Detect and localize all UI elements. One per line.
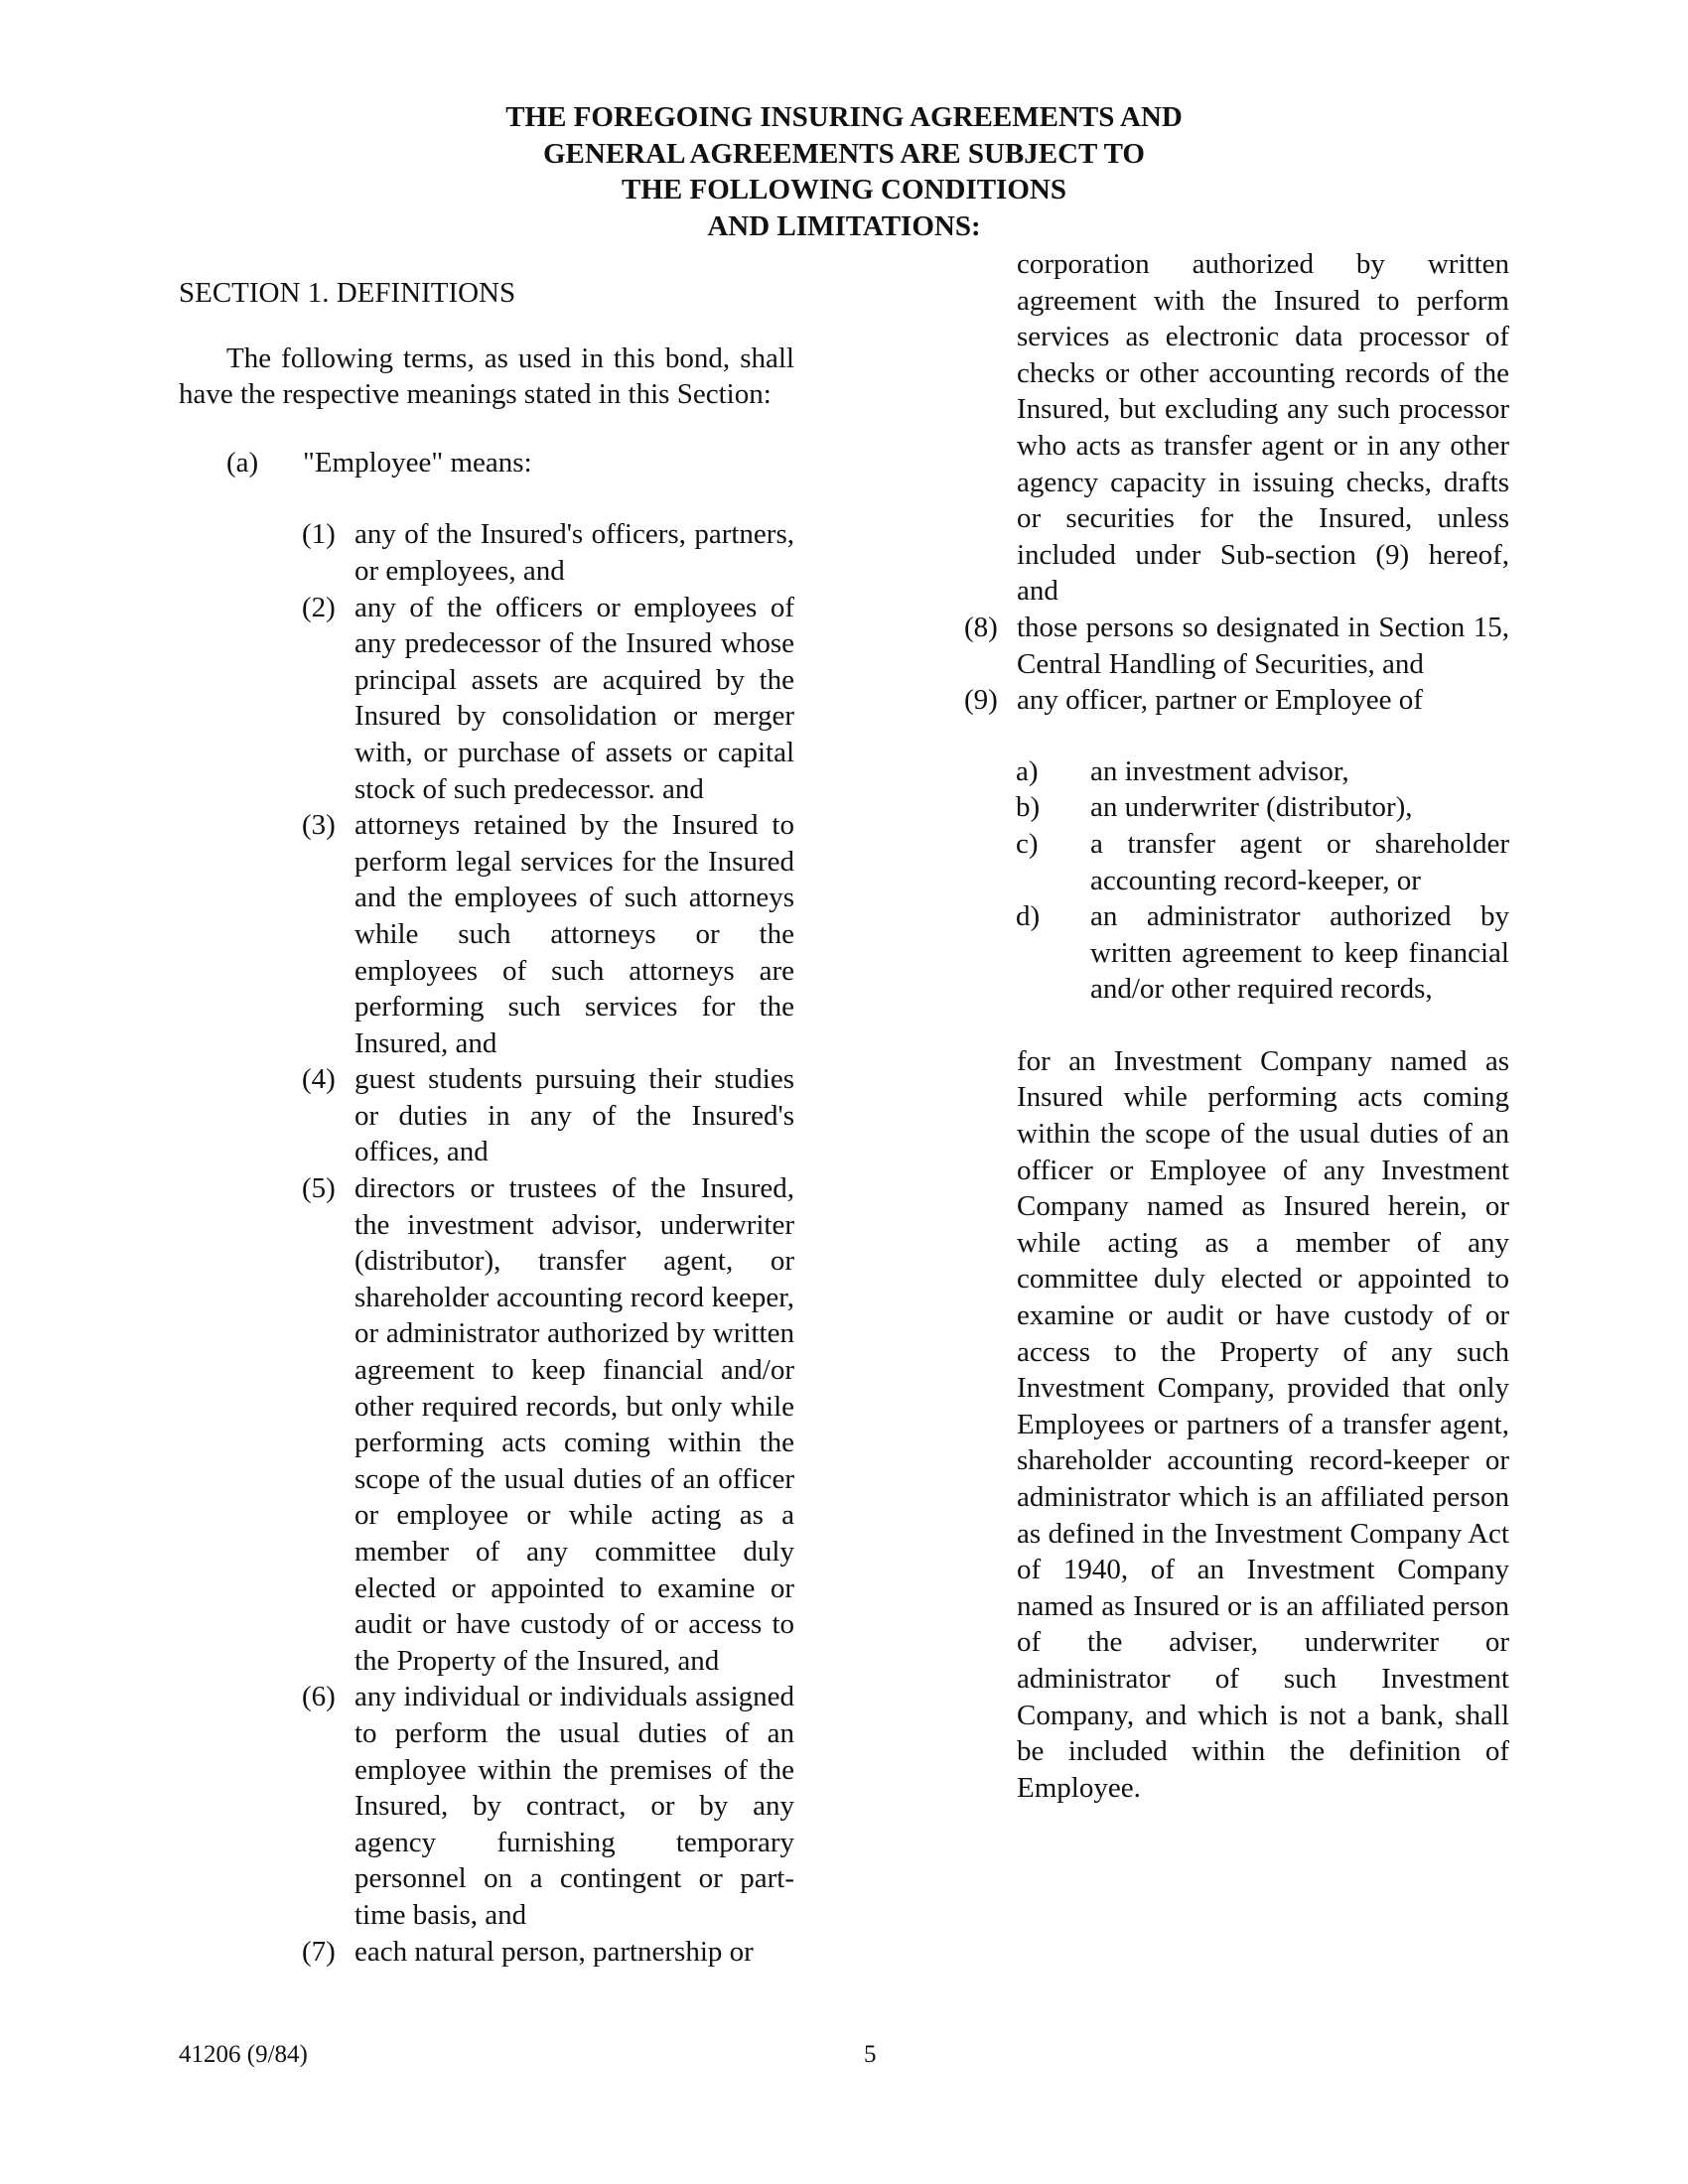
sub-list-item <box>1016 898 1509 1008</box>
item-number: (3) <box>302 809 336 842</box>
sub-item-letter: a) <box>1016 754 1039 787</box>
left-column <box>179 275 794 1970</box>
item-text: each natural person, partnership or <box>354 1935 754 1968</box>
page-heading <box>348 99 1340 244</box>
item-number: (8) <box>964 611 998 643</box>
list-item <box>302 1934 794 1971</box>
sub-list-item <box>1016 753 1509 790</box>
sub-item-list <box>1016 753 1509 1008</box>
heading-line: AND LIMITATIONS: <box>707 209 981 242</box>
sub-item-text: an investment advisor, <box>1090 754 1349 787</box>
intro-paragraph: The following terms, as used in this bond, shall have the respective meanings stated in this Section: <box>179 341 794 411</box>
sub-list-item <box>1016 826 1509 898</box>
item-a-label: "Employee" means: <box>303 446 532 478</box>
item-text: any individual or individuals assigned to perform the usual duties of an employee within the premises of the Insured, by contract, or by any agency furnishing temporary personnel on a contingent or part-time basis, and <box>354 1681 794 1931</box>
item-text: any of the Insured's officers, partners, or employees, and <box>354 518 794 587</box>
item-text: any officer, partner or Employee of <box>1017 684 1423 717</box>
list-item <box>302 1679 794 1933</box>
item-number: (4) <box>302 1063 336 1096</box>
sub-item-text: an administrator authorized by written agreement to keep financial and/or other required records, <box>1090 900 1509 1006</box>
item-text: those persons so designated in Section 15, Central Handling of Securities, and <box>1017 611 1509 680</box>
list-item <box>302 1061 794 1170</box>
sub-item-text: an underwriter (distributor), <box>1090 791 1413 824</box>
right-column <box>964 246 1509 1806</box>
heading-line: THE FOLLOWING CONDITIONS <box>622 174 1066 205</box>
item-number: (7) <box>302 1935 336 1968</box>
item-number: (9) <box>964 684 998 717</box>
page-number: 5 <box>864 2041 877 2068</box>
item-7-continuation: corporation authorized by written agreement with the Insured to perform services as electronic data processor of checks or other accounting records of the Insured, but excluding any such processor who acts as transfer agent or in any other agency capacity in issuing checks, drafts or securities for the Insured, unless included under Sub-section (9) hereof, and <box>1017 248 1509 608</box>
item-text: any of the officers or employees of any predecessor of the Insured whose principal assets are acquired by the Insured by consolidation or merger with, or purchase of assets or capital stock of such predecessor. and <box>354 591 794 805</box>
item-text: guest students pursuing their studies or duties in any of the Insured's offices, and <box>354 1063 794 1168</box>
item-number: (6) <box>302 1681 336 1713</box>
definition-item-a <box>179 445 794 481</box>
item-number: (5) <box>302 1172 336 1205</box>
employee-list-right <box>964 610 1509 719</box>
list-item <box>302 1170 794 1679</box>
sub-item-text: a transfer agent or shareholder accounting record-keeper, or <box>1090 827 1509 896</box>
item-text: directors or trustees of the Insured, the investment advisor, underwriter (distributor), transfer agent, or shareholder accounting record keeper, or administrator authorized by written agreement to keep financial and/or other required records, but only while performing acts coming within the scope of the usual duties of an officer or employee or while acting as a member of any committee duly elected or appointed to examine or audit or have custody of or access to the Property of the Insured, and <box>354 1172 794 1677</box>
sub-list-item <box>1016 789 1509 826</box>
sub-item-letter: c) <box>1016 827 1039 860</box>
list-item <box>302 807 794 1061</box>
list-item <box>964 682 1509 719</box>
list-item <box>302 516 794 589</box>
item-number: (2) <box>302 591 336 623</box>
form-code: 41206 (9/84) <box>179 2041 308 2068</box>
closing-paragraph: for an Investment Company named as Insured while performing acts coming within the scope of the usual duties of an officer or Employee of any Investment Company named as Insured herein, or while acting as a member of any committee duly elected or appointed to examine or audit or have custody of or access to the Property of any such Investment Company, provided that only Employees or partners of a transfer agent, shareholder accounting record-keeper or administrator which is an affiliated person as defined in the Investment Company Act of 1940, of an Investment Company named as Insured or is an affiliated person of the adviser, underwriter or administrator of such Investment Company, and which is not a bank, shall be included within the definition of Employee. <box>1017 1044 1509 1804</box>
list-item <box>302 590 794 808</box>
section-title: SECTION 1. DEFINITIONS <box>179 277 516 309</box>
employee-list-left <box>302 516 794 1970</box>
item-a-mark: (a) <box>226 446 259 478</box>
item-text: attorneys retained by the Insured to perform legal services for the Insured and the employees of such attorneys while such attorneys or the employees of such attorneys are performing such services for the Insured, and <box>354 809 794 1059</box>
list-item <box>964 610 1509 682</box>
heading-line: THE FOREGOING INSURING AGREEMENTS AND <box>505 101 1183 133</box>
sub-item-letter: d) <box>1016 900 1041 933</box>
heading-line: GENERAL AGREEMENTS ARE SUBJECT TO <box>543 137 1145 170</box>
sub-item-letter: b) <box>1016 791 1041 824</box>
item-number: (1) <box>302 518 336 551</box>
